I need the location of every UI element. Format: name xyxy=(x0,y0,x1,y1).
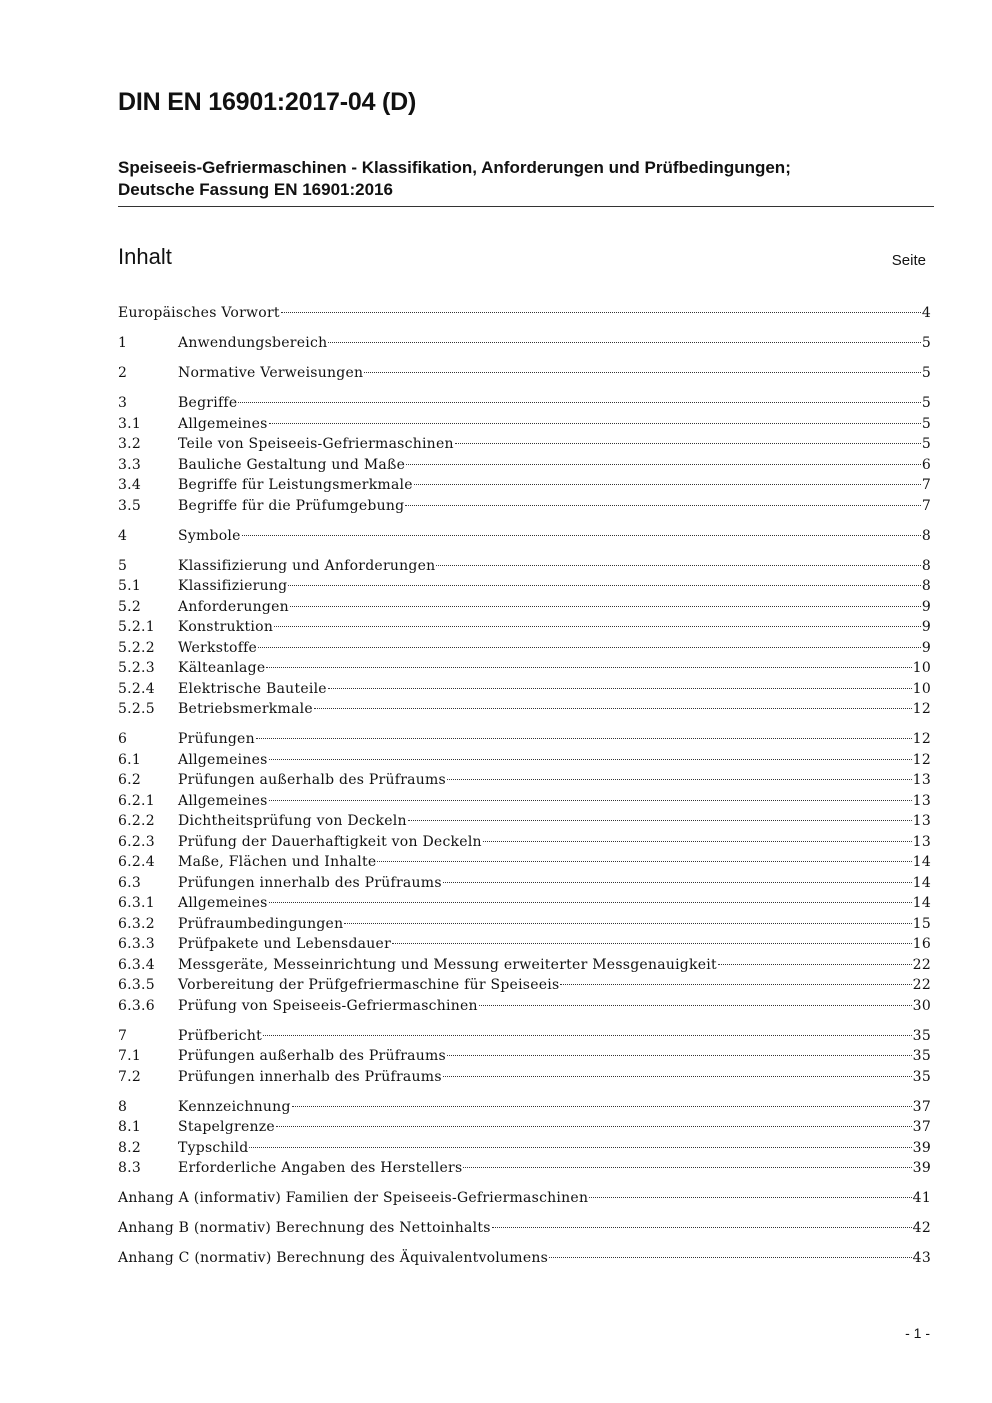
toc-entry-number: 5.2.4 xyxy=(118,680,155,697)
toc-entry[interactable] xyxy=(118,1188,931,1209)
toc-entry-number: 6.3.5 xyxy=(118,977,155,993)
toc-entry[interactable] xyxy=(118,434,931,455)
toc-entry-title: Prüfraumbedingungen xyxy=(178,915,344,932)
toc-entry-number: 3 xyxy=(118,395,128,411)
toc-leader-dots xyxy=(314,702,912,709)
toc-entry-page: 10 xyxy=(912,680,931,697)
toc-entry-number: 8.3 xyxy=(118,1160,142,1176)
toc-entry-page: 5 xyxy=(921,415,931,432)
toc-entry-number: 6.2.4 xyxy=(118,854,155,870)
toc-entry-page: 41 xyxy=(912,1190,931,1206)
toc-entry[interactable] xyxy=(118,393,931,414)
toc-entry-title: Kälteanlage xyxy=(178,660,266,676)
toc-entry[interactable] xyxy=(118,679,931,700)
toc-entry-title: Prüfungen innerhalb des Prüfraums xyxy=(178,1068,442,1085)
toc-leader-dots xyxy=(274,620,921,627)
toc-leader-dots xyxy=(328,682,912,689)
toc-entry-title: Dichtheitsprüfung von Deckeln xyxy=(178,813,407,829)
toc-entry-number: 6.2.1 xyxy=(118,792,155,809)
toc-leader-dots xyxy=(447,1049,912,1056)
subtitle-line-1: Speiseeis-Gefriermaschinen - Klassifikation, Anforderungen und Prüfbedingungen; xyxy=(118,158,791,177)
toc-entry-number: 5 xyxy=(118,557,128,574)
toc-entry-page: 15 xyxy=(912,915,931,932)
toc-entry[interactable] xyxy=(118,556,931,577)
toc-leader-dots xyxy=(377,855,911,862)
toc-entry-title: Allgemeines xyxy=(178,895,268,911)
toc-entry-number: 6.3.4 xyxy=(118,956,155,973)
toc-entry-number: 8.2 xyxy=(118,1139,142,1156)
toc-entry[interactable] xyxy=(118,832,931,853)
toc-entry[interactable] xyxy=(118,333,931,354)
toc-entry-page: 35 xyxy=(912,1027,931,1044)
toc-entry[interactable] xyxy=(118,617,931,638)
toc-entry-title: Klassifizierung xyxy=(178,578,288,594)
toc-entry-page: 10 xyxy=(912,660,931,676)
toc-leader-dots xyxy=(479,999,912,1006)
toc-entry[interactable] xyxy=(118,363,931,384)
toc-entry-page: 13 xyxy=(912,833,931,850)
toc-entry-title: Prüfungen außerhalb des Prüfraums xyxy=(178,772,446,788)
toc-entry-number: 6.3.3 xyxy=(118,936,155,952)
toc-leader-dots xyxy=(249,1141,911,1148)
toc-entry-page: 14 xyxy=(912,895,931,911)
toc-entry[interactable] xyxy=(118,914,931,935)
toc-entry[interactable] xyxy=(118,303,931,324)
toc-entry[interactable] xyxy=(118,1218,931,1239)
toc-entry-page: 5 xyxy=(921,365,931,381)
toc-entry[interactable] xyxy=(118,852,931,873)
toc-entry[interactable] xyxy=(118,414,931,435)
toc-entry[interactable] xyxy=(118,638,931,659)
toc-entry-page: 6 xyxy=(921,456,931,473)
toc-entry-number: 5.1 xyxy=(118,578,142,594)
toc-entry[interactable] xyxy=(118,658,931,679)
toc-entry-title: Prüfungen xyxy=(178,731,255,747)
toc-entry-title: Allgemeines xyxy=(178,751,268,768)
toc-entry-page: 8 xyxy=(921,578,931,594)
toc-leader-dots xyxy=(408,814,912,821)
toc-entry[interactable] xyxy=(118,873,931,894)
toc-entry-number: 6.3.6 xyxy=(118,997,155,1014)
toc-leader-dots xyxy=(263,1029,912,1036)
toc-entry[interactable] xyxy=(118,496,931,517)
toc-entry-title: Typschild xyxy=(178,1139,249,1156)
toc-entry-title: Erforderliche Angaben des Herstellers xyxy=(178,1160,463,1176)
toc-entry-title: Normative Verweisungen xyxy=(178,365,364,381)
toc-entry-page: 8 xyxy=(921,557,931,574)
toc-entry-title: Anwendungsbereich xyxy=(178,335,328,351)
toc-entry[interactable] xyxy=(118,1117,931,1138)
toc-entry-number: 6.3.1 xyxy=(118,895,155,911)
toc-entry-number: 7.2 xyxy=(118,1068,142,1085)
toc-leader-dots xyxy=(483,835,912,842)
toc-entry-title: Prüfung der Dauerhaftigkeit von Deckeln xyxy=(178,833,482,850)
toc-entry-title: Teile von Speiseeis-Gefriermaschinen xyxy=(178,436,454,452)
toc-leader-dots xyxy=(269,896,912,903)
toc-entry[interactable] xyxy=(118,1158,931,1179)
toc-entry[interactable] xyxy=(118,1067,931,1088)
toc-entry-title: Anhang B (normativ) Berechnung des Nettoinhalts xyxy=(118,1220,491,1236)
toc-entry-title: Prüfung von Speiseeis-Gefriermaschinen xyxy=(178,997,478,1014)
toc-page-column-label: Seite xyxy=(891,252,926,269)
toc-leader-dots xyxy=(392,937,912,944)
toc-entry-title: Begriffe für die Prüfumgebung xyxy=(178,497,405,514)
toc-entry[interactable] xyxy=(118,893,931,914)
toc-entry-page: 12 xyxy=(912,731,931,747)
toc-leader-dots xyxy=(492,1221,912,1228)
toc-entry[interactable] xyxy=(118,1138,931,1159)
toc-leader-dots xyxy=(463,1161,911,1168)
toc-entry[interactable] xyxy=(118,791,931,812)
toc-entry-page: 9 xyxy=(921,619,931,635)
toc-entry-title: Begriffe für Leistungsmerkmale xyxy=(178,477,413,493)
toc-entry-page: 43 xyxy=(912,1250,931,1266)
toc-entry[interactable] xyxy=(118,597,931,618)
toc-entry-title: Messgeräte, Messeinrichtung und Messung erweiterter Messgenauigkeit xyxy=(178,956,717,973)
toc-entry[interactable] xyxy=(118,699,931,720)
toc-entry-page: 9 xyxy=(921,598,931,615)
toc-entry-page: 12 xyxy=(912,751,931,768)
toc-entry-page: 8 xyxy=(921,527,931,544)
toc-leader-dots xyxy=(414,478,921,485)
toc-entry[interactable] xyxy=(118,770,931,791)
toc-leader-dots xyxy=(292,1100,912,1107)
page-number: - 1 - xyxy=(905,1325,930,1341)
toc-entry-number: 3.2 xyxy=(118,436,142,452)
toc-entry-title: Europäisches Vorwort xyxy=(118,305,280,321)
toc-leader-dots xyxy=(344,917,911,924)
toc-entry-title: Konstruktion xyxy=(178,619,274,635)
toc-leader-dots xyxy=(276,1120,912,1127)
table-of-contents xyxy=(118,303,931,1269)
toc-entry-page: 5 xyxy=(921,395,931,411)
toc-entry-number: 7.1 xyxy=(118,1048,142,1064)
toc-entry-page: 37 xyxy=(912,1098,931,1115)
toc-entry-page: 7 xyxy=(921,497,931,514)
toc-entry-title: Kennzeichnung xyxy=(178,1098,291,1115)
toc-entry-title: Prüfungen außerhalb des Prüfraums xyxy=(178,1048,446,1064)
document-subtitle xyxy=(118,157,934,201)
toc-leader-dots xyxy=(718,958,912,965)
toc-entry[interactable] xyxy=(118,576,931,597)
toc-leader-dots xyxy=(258,641,921,648)
toc-entry-title: Betriebsmerkmale xyxy=(178,701,313,717)
toc-entry-page: 30 xyxy=(912,997,931,1014)
toc-entry-page: 37 xyxy=(912,1119,931,1135)
toc-leader-dots xyxy=(256,732,912,739)
toc-entry-number: 6.2.2 xyxy=(118,813,155,829)
toc-entry-title: Elektrische Bauteile xyxy=(178,680,327,697)
toc-leader-dots xyxy=(589,1191,911,1198)
toc-entry-number: 3.3 xyxy=(118,456,142,473)
toc-entry-page: 13 xyxy=(912,813,931,829)
toc-entry-title: Symbole xyxy=(178,527,241,544)
toc-entry-page: 5 xyxy=(921,436,931,452)
toc-entry-number: 5.2.2 xyxy=(118,639,155,656)
toc-entry-number: 5.2.5 xyxy=(118,701,155,717)
toc-entry-page: 35 xyxy=(912,1068,931,1085)
toc-entry[interactable] xyxy=(118,811,931,832)
toc-entry-number: 6.1 xyxy=(118,751,142,768)
toc-entry-number: 6.3.2 xyxy=(118,915,155,932)
toc-entry[interactable] xyxy=(118,934,931,955)
toc-leader-dots xyxy=(364,366,921,373)
toc-leader-dots xyxy=(290,600,921,607)
toc-entry-title: Allgemeines xyxy=(178,415,268,432)
toc-entry[interactable] xyxy=(118,1097,931,1118)
toc-entry[interactable] xyxy=(118,729,931,750)
toc-entry-number: 5.2 xyxy=(118,598,142,615)
toc-leader-dots xyxy=(443,1070,912,1077)
toc-leader-dots xyxy=(436,559,920,566)
toc-entry-number: 3.5 xyxy=(118,497,142,514)
toc-entry-page: 16 xyxy=(912,936,931,952)
toc-entry-page: 22 xyxy=(912,977,931,993)
toc-leader-dots xyxy=(406,458,921,465)
toc-leader-dots xyxy=(238,396,920,403)
toc-entry-title: Prüfbericht xyxy=(178,1027,262,1044)
toc-entry-number: 4 xyxy=(118,527,128,544)
subtitle-line-2: Deutsche Fassung EN 16901:2016 xyxy=(118,180,393,199)
toc-entry-title: Prüfungen innerhalb des Prüfraums xyxy=(178,874,442,891)
toc-entry-page: 22 xyxy=(912,956,931,973)
toc-entry-page: 35 xyxy=(912,1048,931,1064)
toc-entry-title: Anforderungen xyxy=(178,598,289,615)
toc-entry-page: 14 xyxy=(912,854,931,870)
toc-entry[interactable] xyxy=(118,455,931,476)
toc-entry-page: 12 xyxy=(912,701,931,717)
header-divider xyxy=(118,206,934,207)
toc-entry-title: Stapelgrenze xyxy=(178,1119,275,1135)
toc-entry-page: 39 xyxy=(912,1160,931,1176)
toc-entry-page: 5 xyxy=(921,335,931,351)
toc-entry-page: 42 xyxy=(912,1220,931,1236)
toc-entry[interactable] xyxy=(118,1046,931,1067)
toc-leader-dots xyxy=(269,753,912,760)
toc-leader-dots xyxy=(447,773,912,780)
toc-leader-dots xyxy=(281,306,921,313)
toc-entry[interactable] xyxy=(118,955,931,976)
toc-entry-title: Anhang A (informativ) Familien der Speiseeis-Gefriermaschinen xyxy=(118,1190,589,1206)
toc-entry-title: Allgemeines xyxy=(178,792,268,809)
toc-entry-title: Prüfpakete und Lebensdauer xyxy=(178,936,392,952)
toc-entry[interactable] xyxy=(118,1248,931,1269)
toc-entry-number: 1 xyxy=(118,335,128,351)
toc-entry-number: 6 xyxy=(118,731,128,747)
toc-entry-title: Bauliche Gestaltung und Maße xyxy=(178,456,406,473)
toc-entry-page: 39 xyxy=(912,1139,931,1156)
toc-entry-number: 6.3 xyxy=(118,874,142,891)
toc-entry-number: 8 xyxy=(118,1098,128,1115)
document-id: DIN EN 16901:2017-04 (D) xyxy=(118,88,417,116)
toc-leader-dots xyxy=(549,1251,912,1258)
toc-entry-page: 13 xyxy=(912,792,931,809)
toc-leader-dots xyxy=(405,499,920,506)
toc-entry[interactable] xyxy=(118,996,931,1017)
toc-entry-page: 13 xyxy=(912,772,931,788)
toc-leader-dots xyxy=(328,336,920,343)
toc-entry-number: 7 xyxy=(118,1027,128,1044)
toc-leader-dots xyxy=(266,661,911,668)
toc-leader-dots xyxy=(560,978,911,985)
toc-entry-title: Klassifizierung und Anforderungen xyxy=(178,557,436,574)
toc-entry[interactable] xyxy=(118,526,931,547)
toc-entry-number: 8.1 xyxy=(118,1119,142,1135)
toc-entry-number: 2 xyxy=(118,365,128,381)
toc-leader-dots xyxy=(269,794,912,801)
toc-entry-number: 3.4 xyxy=(118,477,142,493)
toc-entry-page: 4 xyxy=(921,305,931,321)
toc-entry-title: Maße, Flächen und Inhalte xyxy=(178,854,377,870)
toc-leader-dots xyxy=(269,417,921,424)
toc-entry[interactable] xyxy=(118,475,931,496)
toc-entry-number: 6.2 xyxy=(118,772,142,788)
toc-entry-page: 7 xyxy=(921,477,931,493)
toc-entry-number: 5.2.1 xyxy=(118,619,155,635)
toc-entry-page: 9 xyxy=(921,639,931,656)
toc-entry-title: Werkstoffe xyxy=(178,639,258,656)
toc-entry-number: 6.2.3 xyxy=(118,833,155,850)
toc-entry[interactable] xyxy=(118,1026,931,1047)
toc-entry-page: 14 xyxy=(912,874,931,891)
toc-leader-dots xyxy=(455,437,921,444)
toc-entry-title: Begriffe xyxy=(178,395,238,411)
toc-entry-title: Anhang C (normativ) Berechnung des Äquivalentvolumens xyxy=(118,1250,549,1266)
toc-entry-title: Vorbereitung der Prüfgefriermaschine für Speiseeis xyxy=(178,977,560,993)
toc-entry-number: 5.2.3 xyxy=(118,660,155,676)
toc-leader-dots xyxy=(242,529,921,536)
toc-entry-number: 3.1 xyxy=(118,415,142,432)
toc-leader-dots xyxy=(288,579,920,586)
toc-heading: Inhalt xyxy=(118,244,172,269)
toc-entry[interactable] xyxy=(118,975,931,996)
toc-entry[interactable] xyxy=(118,750,931,771)
toc-leader-dots xyxy=(443,876,912,883)
